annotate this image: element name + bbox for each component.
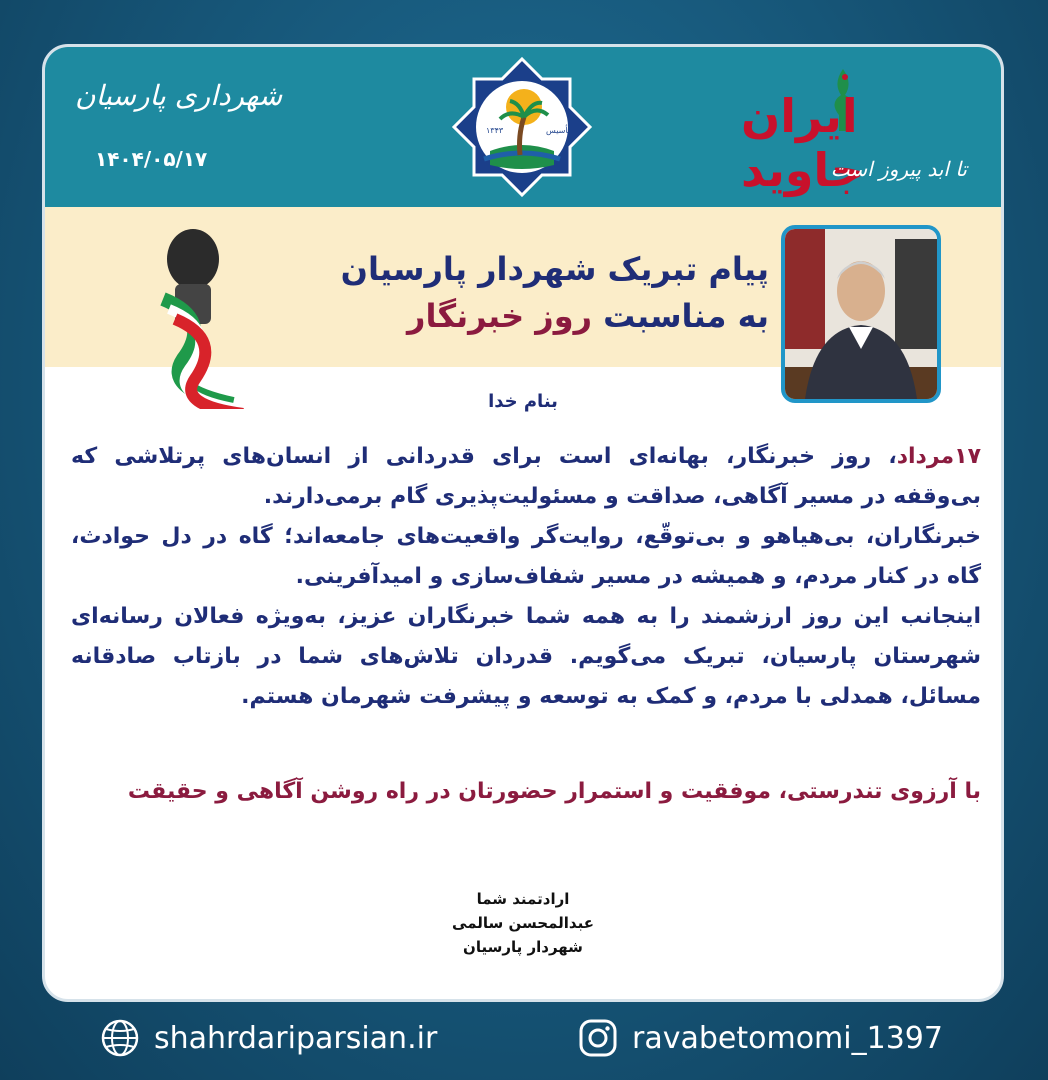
instagram-text: ravabetomomi_1397 (632, 1020, 943, 1056)
brand-main-text: ایران جاوید (741, 89, 864, 197)
instagram-icon (578, 1018, 618, 1058)
signature-name: عبدالمحسن سالمی (452, 914, 594, 932)
closing-wish: با آرزوی تندرستی، موفقیت و استمرار حضورتان در راه روشن آگاهی و حقیقت (127, 779, 981, 804)
instagram-link[interactable] (578, 1016, 943, 1060)
message-body (71, 437, 981, 717)
signature-line-1: ارادتمند شما (476, 890, 570, 908)
banner-title-accent: روز خبرنگار (407, 297, 592, 335)
globe-icon (100, 1018, 140, 1058)
banner-title-line1: پیام تبریک شهردار پارسیان (340, 250, 769, 288)
signature-block (45, 887, 1001, 959)
website-text: shahrdariparsian.ir (154, 1020, 438, 1056)
banner-title-prefix: به مناسبت (603, 297, 769, 335)
mayor-photo (781, 225, 941, 403)
iran-brand-logo (741, 65, 971, 197)
mayor-portrait-image (785, 229, 937, 399)
signature-title: شهردار پارسیان (463, 938, 583, 956)
emblem-label: تأسیس (546, 126, 570, 135)
city-title: شهرداری پارسیان (75, 79, 283, 112)
paragraph-3: اینجانب این روز ارزشمند را به همه شما خبرنگاران عزیز، به‌ویژه فعالان رسانه‌ای شهرستان پارسیان، تبریک می‌گویم. قدردان تلاش‌های شما در بازتاب صادقانه مسائل، همدلی با مردم، و کمک به توسعه و پیشرفت شهرمان هستم. (71, 604, 981, 709)
basmala: بنام خدا (488, 391, 558, 412)
date-highlight: ۱۷مرداد (896, 444, 981, 469)
microphone-flag-icon (123, 229, 258, 409)
municipality-emblem-icon (450, 55, 595, 200)
announcement-card (42, 44, 1004, 1002)
banner-title-line2 (407, 297, 769, 335)
paragraph-1-text: ، روز خبرنگار، بهانه‌ای است برای قدردانی از انسان‌های پرتلاشی که بی‌وقفه در مسیر آگاهی، صداقت و مسئولیت‌پذیری گام برمی‌دارند. (71, 444, 981, 509)
announcement-date: ۱۴۰۴/۰۵/۱۷ (95, 147, 208, 171)
emblem-year: ۱۳۴۳ (486, 126, 504, 135)
header-bar (45, 47, 1001, 207)
brand-slogan: تا ابد پیروز است (830, 157, 967, 181)
website-link[interactable] (100, 1016, 437, 1060)
paragraph-1 (71, 437, 981, 517)
paragraph-2: خبرنگاران، بی‌هیاهو و بی‌توقّع، روایت‌گر واقعیت‌های جامعه‌اند؛ گاه در دل حوادث، گاه در کنار مردم، و همیشه در مسیر شفاف‌سازی و امیدآفرینی. (71, 524, 981, 589)
